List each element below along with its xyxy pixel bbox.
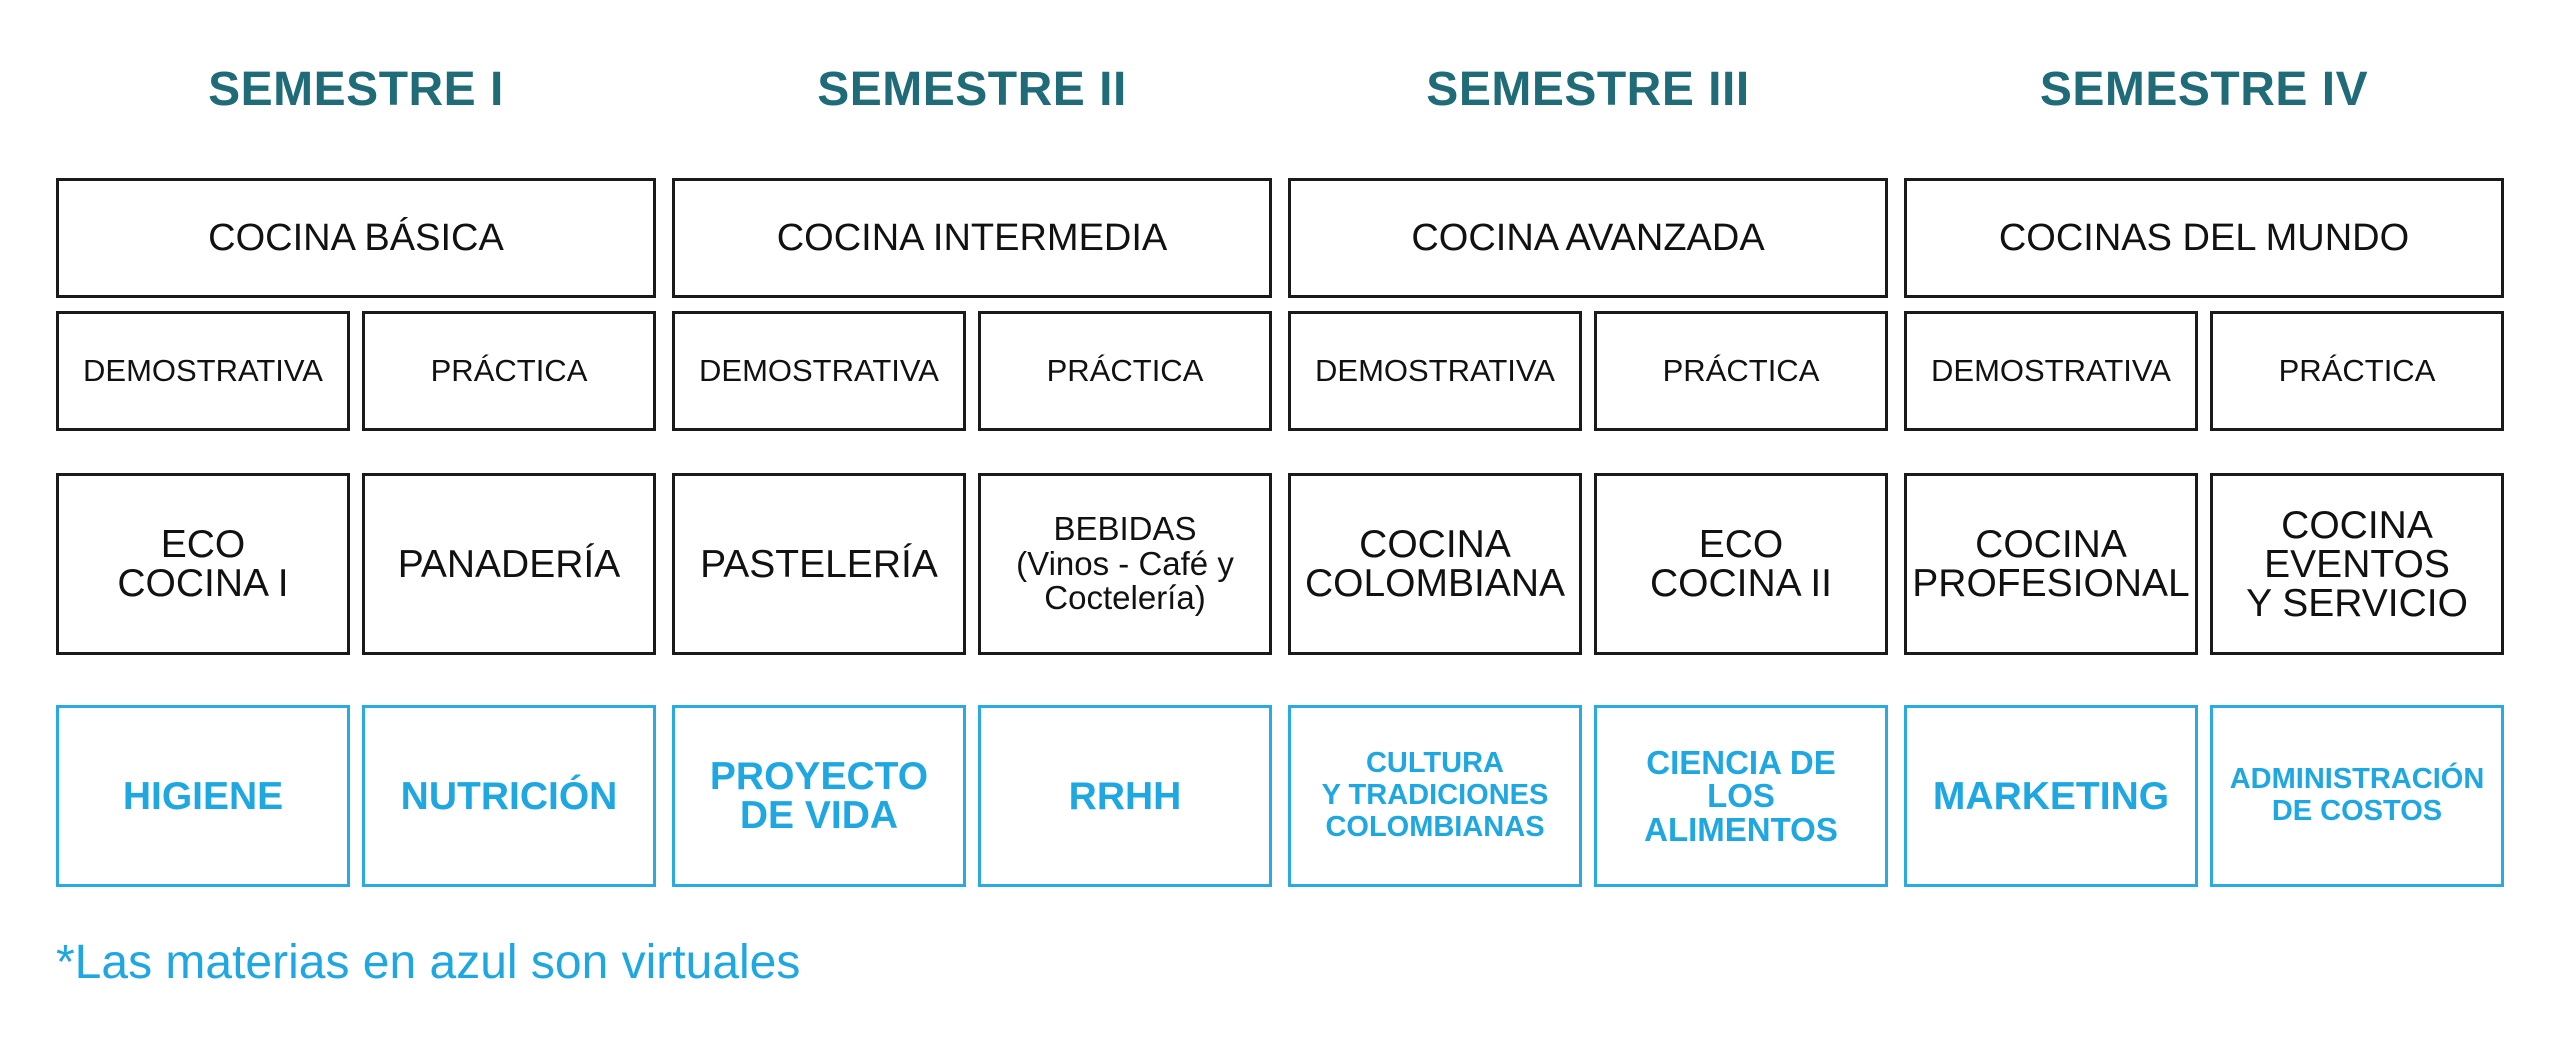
virtual-subject-box: NUTRICIÓN [362,705,656,887]
virtual-subject-box: RRHH [978,705,1272,887]
footnote: *Las materias en azul son virtuales [56,936,801,989]
subject-box: COCINA PROFESIONAL [1904,473,2198,655]
subject-box: COCINA EVENTOS Y SERVICIO [2210,473,2504,655]
type-box-practica: PRÁCTICA [978,311,1272,431]
subject-box: BEBIDAS (Vinos - Café y Coctelería) [978,473,1272,655]
virtual-subject-box: CIENCIA DE LOS ALIMENTOS [1594,705,1888,887]
subject-box: COCINA COLOMBIANA [1288,473,1582,655]
type-box-demostrativa: DEMOSTRATIVA [672,311,966,431]
semester-3-title: SEMESTRE III [1426,63,1750,116]
course-box: COCINA AVANZADA [1288,178,1888,298]
subject-box: ECO COCINA I [56,473,350,655]
course-box: COCINA INTERMEDIA [672,178,1272,298]
course-box: COCINAS DEL MUNDO [1904,178,2504,298]
subject-box: ECO COCINA II [1594,473,1888,655]
type-box-practica: PRÁCTICA [1594,311,1888,431]
type-box-demostrativa: DEMOSTRATIVA [56,311,350,431]
virtual-subject-box: HIGIENE [56,705,350,887]
type-box-practica: PRÁCTICA [2210,311,2504,431]
virtual-subject-box: ADMINISTRACIÓN DE COSTOS [2210,705,2504,887]
type-box-practica: PRÁCTICA [362,311,656,431]
virtual-subject-box: MARKETING [1904,705,2198,887]
type-box-demostrativa: DEMOSTRATIVA [1288,311,1582,431]
course-box: COCINA BÁSICA [56,178,656,298]
type-box-demostrativa: DEMOSTRATIVA [1904,311,2198,431]
virtual-subject-box: CULTURA Y TRADICIONES COLOMBIANAS [1288,705,1582,887]
virtual-subject-box: PROYECTO DE VIDA [672,705,966,887]
subject-box: PASTELERÍA [672,473,966,655]
semester-2-title: SEMESTRE II [817,63,1127,116]
semester-1-title: SEMESTRE I [208,63,504,116]
subject-box: PANADERÍA [362,473,656,655]
semester-4-title: SEMESTRE IV [2039,63,2369,116]
